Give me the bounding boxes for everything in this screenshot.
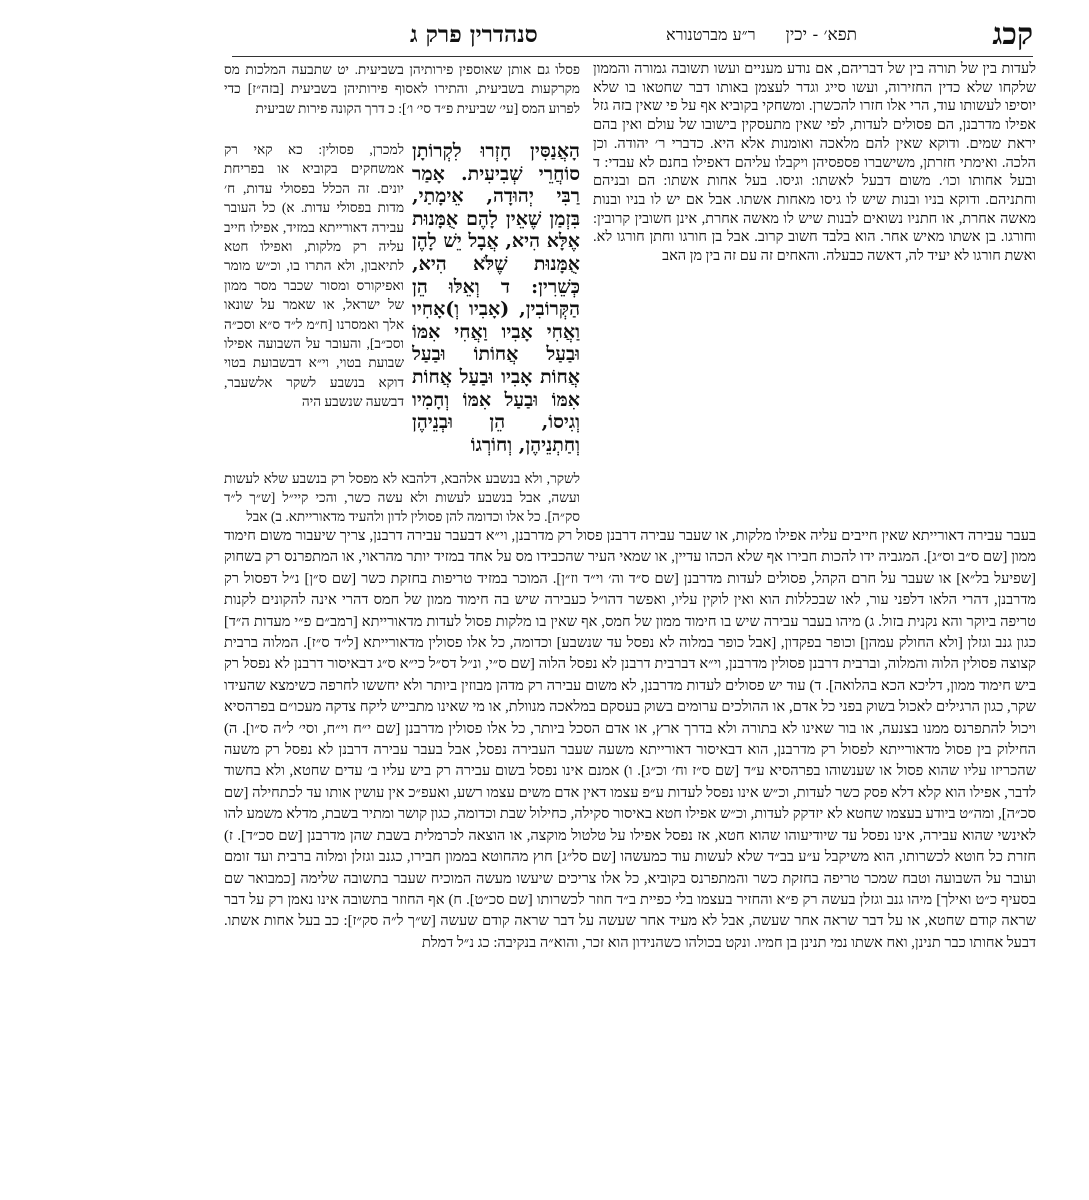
commentator-name: ר״ע מברטנורא [666,25,756,44]
mishna-line-1: חָזְרוּ לִקְרוֹתָן סוֹחֲרֵי שְׁבִיעִית [412,140,580,185]
mishna-opening-word: הָאֲנַסִּין [530,140,580,162]
header-rule [232,56,1033,57]
commentary-bottom: בעבר עבירה דאורייתא שאין חייבים עליה אפילו מלקות, או שעבר עבירה דרבנן פסול רק מדרבנן, וי״א דבעבר עבירה דרבנן, צריך שיעבור משום חימוד ממון [שם ס״ב וס״ג]. המגביה ידו להכות חבירו אף שלא הכהו עדיין, או שמאי העיר שהכבידו מס על אחד במזיד יותר מהראוי, או המתפרנס רק בשחוק [שפיעל בל״א] או שעבר על חרם הקהל, פסולים לעדות מדרבנן [שם ס״ד וה׳ וי״ד וז״ן]. המוכר במזיד טריפות בחזקת כשר [שם ס״ן] נ״ל דפסול רק מדרבנן, דהרי הלאו דלפני עור, לאו שבכללות הוא ואין לוקין עליו, ואפשר דהו״ל כעבירה שיש בה חימוד ממון של חמס דהרי אינה להקונים לקנות טריפה ביוקר והא נקנית בזול. ג) מיהו בעבר עבירה שיש בו חימוד ממון של חמס, אף שאין בו מלקות פסול לעדות מדאורייתא [רמב״ם פ״י מעדות ה״ד] כגון גנב וגזלן [ולא החולק עמהן] וכופר בפקדון, [אבל כופר במלוה לא נפסל עד שנשבע] וכדומה, כל אלו פסולין מדאורייתא [ל״ד ס״ז]. המלוה ברבית קצוצה פסולין הלוה והמלוה, וברבית דרבנן פסולין מדרבנן, וי״א דברבית דרבנן לא נפסל הלוה [שם ס״י, ונ״ל דס״ל כי״א ס״ג דבאיסור דרבנן לא נפסל רק ביש חימוד ממון, דליכא הכא בהלואה]. ד) עוד יש פסולים לעדות מדרבנן, לא משום עבירה רק מדהן מבוזין ביותר ולא יחששו לחרפה כשימצא שהעידו שקר, כגון הרגילים לאכול בשוק בפני כל אדם, או ההולכים ערומים בשוק בעסקם במלאכה מנוולת, או מי שאינו מתבייש ליקח צדקה מעכו״ם בפרהסיא ויכול להתפרנס ממנו בצנעה, או בור שאינו לא בתורה ולא בדרך ארץ, או אדם הסכל ביותר, כל אלו פסולין מדרבנן [שם י״ח וי״ח, וסי׳ ל״ה ס״ו]. ה) החילוק בין פסול מדאורייתא לפסול רק מדרבנן, הוא דבאיסור דאורייתא משעה שעבר העבירה נפסל, אבל בעבר עבירה דרבנן לא נפסל רק משעה שהכריזו עליו שהוא פסול או שענשוהו בפרהסיא ע״ד [שם ס״ז וח׳ וכ״ג]. ו) אמנם אינו נפסל בשום עבירה רק ביש עליו ב׳ עדים שחטא, ולא בחשוד לדבר, אפילו הוא קלא דלא פסק כשר לעדות, וכ״ש אינו נפסל לעדות ע״פ עצמו דאין אדם משים עצמו רשע, ואעפ״כ אין עושין אותו עד לכתחילה [שם סכ״ה], ומה״ט ביודע בעצמו שחטא לא יזדקק לעדות, וכ״ש אפילו חטא באיסור סקילה, כחילול שבת וכדומה, כגון קושר ומתיר בשבת, מדלא משמע להו לאינשי שהוא עבירה, אינו נפסל עד שיודיעוהו שהוא חטא, אז נפסל אפילו על טלטול מוקצה, או הוצאה לכרמלית בשבת שהן מדרבנן [שם סכ״ד]. ז) חזרת כל חוטא לכשרותו, הוא משיקבל ע״ע בב״ד שלא לעשות עוד כמעשהו [שם סל״ג] חוץ מהחוטא בממון חבירו, כגנב וגזלן ומלוה ברבית ועד זומם ועובר על השבועה וטבח שמכר טריפה בחזקת כשר והמתפרנס בקוביא, כל אלו צריכים שיעשו מעשה המוכיח שעבר בתשובה שלימה [כמבואר שם בסעיף כ״ט ואילך] מיהו גנב וגזלן בעשה רק פ״א והחזיר בעצמו בלי כפיית ב״ד חוזר לכשרותו [שם סכ״ט]. ח) אף החוזר בתשובה אינו נאמן רק על דבר שראה קודם שחטא, או על דבר שראה אחר שעשה, אבל לא מעיד אחר שעשה על דבר שראה קודם שעשה [ש״ך ל״ה סק״ז]: כב בעל אחות אשתו. דבעל אחותו כבר תנינן, ואח אשתו נמי תנינן בן חמיו. ונקט בכולהו כשהנידון הוא זכר, והוא״ה בנקיבה: כג נ״ל דמלת [224,528,1036,951]
mishna-line-2: אָמַר רַבִּי יְהוּדָה, אֵימָתַי, בִּזְמַן שֶׁאֵין לָהֶם אֻמָּנוּת אֶלָּא הִיא, אֲבָל יֵשׁ לָהֶן אֻמָּנוּת שֶׁלֹּא הִיא, כְּשֵׁרִין [412,162,580,298]
bartenura-commentary: לעדות בין של תורה בין של דבריהם, אם נודע מעניים ועשו תשובה גמורה והממון שלקחו שלא כדין החזירוה, ועשו סייג וגדר לעצמן באותו דבר שחטאו בו שלא יוסיפו לעשותו עוד, הרי אלו חזרו להכשרן. ומשחקי בקוביא אף על פי שאין בזה גזל אפילו מדרבנן, הם פסולים לעדות, לפי שאין מתעסקין בישובו של עולם ואין בהם יראת שמים. ודוקא שאין להם מלאכה ואומנות אלא היא. כדברי ר׳ יהודה. וכן הלכה. ואימתי חזרתן, משישברו פספסיהן ויקבלו עליהם דאפילו בחנם לא עבדי: ד ובעל אחותו וכו׳. משום דבעל לאשתו: וגיסו. בעל אחות אשתו: הם ובניהם וחתניהם. ודוקא בניו ובנות שיש לו גיסו מאחות אשתו. אבל אם יש לו בניו ובנות מאשה אחרת, או חתניו נשואים לבנות שיש לו מאשה אחרת, אינן חשובין קרובין: וחורגו. בן אשתו מאיש אחר. הוא בלבד חשוב קרוב. אבל בן חורגו וחתן חורגו לא. ואשת חורגו לא יעיד לה, דאשה כבעלה. והאחים זה עם זה בין מן האב [593,61,1036,265]
tractate-title: סנהדרין פרק ג [410,21,538,48]
commentary-left-top: פסלו גם אותן שאוספין פירותיהן בשביעית. יט שתבעה המלכות מס מקרקעות בשביעית, והתירו לאסוף פירותיהן בשביעית [בזה״ז] כדי לפרוע המס [עי׳ שביעית פ״ד סי׳ ו׳]: כ דרך הקונה פירות שביעית [224,62,580,116]
page-number: קכג [992,17,1033,52]
running-head-range: תפא׳ - יכין [785,25,857,45]
mishna-marker: ד [500,275,510,298]
commentary-left-wide: לשקר, ולא בנשבע אלהבא, דלהבא לא מפסל רק בנשבע שלא לעשות ועשה, אבל בנשבע לעשות ולא עשה כשר, והכי קיי״ל [ש״ך ל״ד סק״ה]. כל אלו וכדומה להן פסולין לדון ולהעיד מדאורייתא. ב) אבל [224,471,580,524]
mishna-text: הָאֲנַסִּין חָזְרוּ לִקְרוֹתָן סוֹחֲרֵי שְׁבִיעִית. אָמַר רַבִּי יְהוּדָה, אֵימָתַי, בִּזְמַן שֶׁאֵין לָהֶם אֻמָּנוּת אֶלָּא הִיא, אֲבָל יֵשׁ לָהֶן אֻמָּנוּת שֶׁלֹּא הִיא, כְּשֵׁרִין: ד וְאֵלּוּ הֵן הַקְּרוֹבִין, (אָבִיו וְ)אָחִיו וַאֲחִי אָבִיו וַאֲחִי אִמּוֹ וּבַעַל אֲחוֹתוֹ וּבַעַל אֲחוֹת אָבִיו וּבַעַל אֲחוֹת אִמּוֹ וּבַעַל אִמּוֹ וְחָמִיו וְגִיסוֹ, הֵן וּבְנֵיהֶן וְחַתְנֵיהֶן, וְחוֹרְגוֹ [412,140,580,456]
commentary-left-narrow: למכרן, פסולין: כא קאי רק אמשחקים בקוביא או בפריחת יונים. זה הכלל בפסולי עדות, ח׳ מדות בפסולי עדות. א) כל העובר עבירה דאורייתא במזיד, אפילו חייב עליה רק מלקות, ואפילו חטא לתיאבון, ולא התרו בו, וכ״ש מומר ואפיקורס ומסור שכבר מסר ממון של ישראל, או שאמר על שונאו אלך ואמסרנו [ח״מ ל״ד ס״א וסכ״ה וסכ״ב], והעובר על השבועה אפילו שבועת בטוי, וי״א דבשבועת בטוי דוקא בנשבע לשקר אלשעבר, דבשעה שנשבע היה [224,142,404,410]
mishna-line-3: וְאֵלּוּ הֵן הַקְּרוֹבִין, (אָבִיו וְ)אָחִיו וַאֲחִי אָבִיו וַאֲחִי אִמּוֹ וּבַעַל אֲחוֹתוֹ וּבַעַל אֲחוֹת אָבִיו וּבַעַל אֲחוֹת אִמּוֹ וּבַעַל אִמּוֹ וְחָמִיו וְגִיסוֹ, הֵן וּבְנֵיהֶן וְחַתְנֵיהֶן, וְחוֹרְגוֹ [412,275,580,456]
